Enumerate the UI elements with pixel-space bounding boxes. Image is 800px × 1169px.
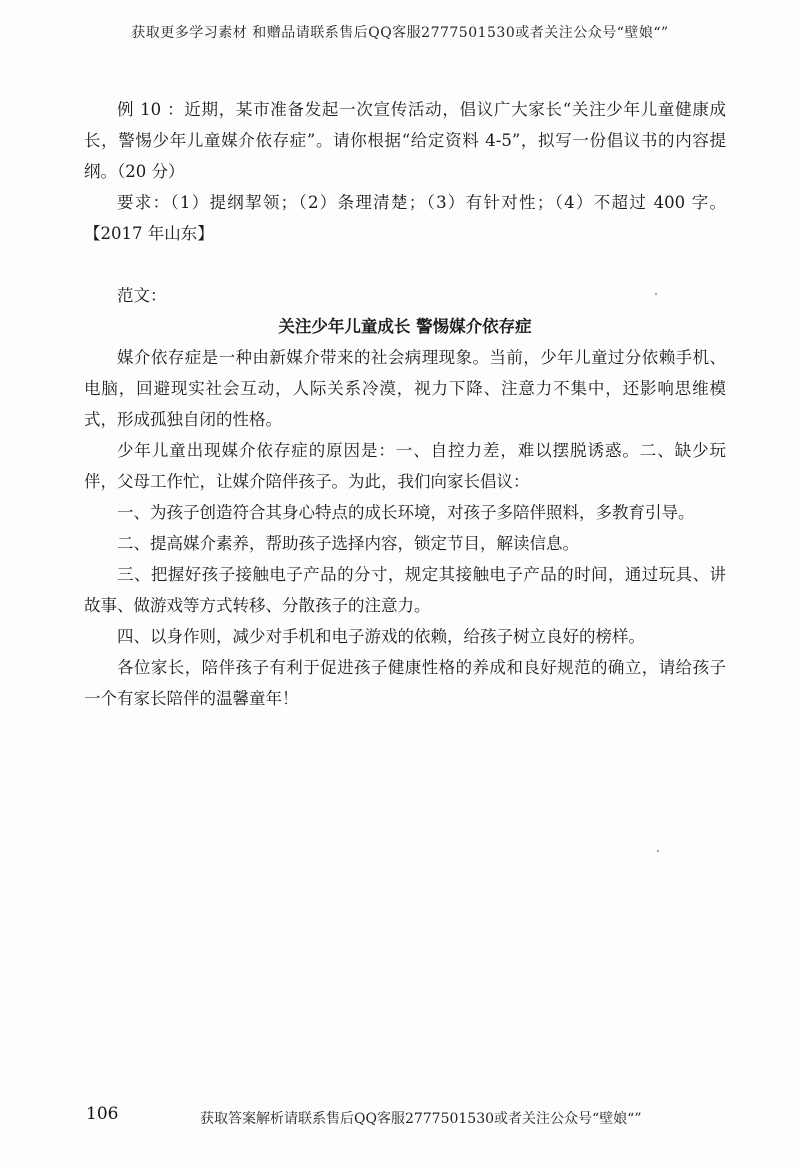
sample-paragraph: 少年儿童出现媒介依存症的原因是：一、自控力差，难以摆脱诱惑。二、缺少玩伴，父母工作忙，让媒介陪伴孩子。为此，我们向家长倡议： bbox=[84, 441, 726, 491]
sample-paragraph: 媒介依存症是一种由新媒介带来的社会病理现象。当前，少年儿童过分依赖手机、电脑，回避现实社会互动，人际关系冷漠，视力下降、注意力不集中，还影响思维模式，形成孤独自闭的性格。 bbox=[84, 348, 726, 429]
header-note: 获取更多学习素材 和赠品请联系售后QQ客服2777501530或者关注公众号“壁娘“” bbox=[131, 25, 669, 41]
sample-paragraph: 三、把握好孩子接触电子产品的分寸，规定其接触电子产品的时间，通过玩具、讲故事、做游戏等方式转移、分散孩子的注意力。 bbox=[84, 565, 726, 615]
page-number: 106 bbox=[86, 1104, 119, 1124]
sample-paragraph: 各位家长，陪伴孩子有利于促进孩子健康性格的养成和良好规范的确立，请给孩子一个有家长陪伴的温馨童年！ bbox=[84, 658, 726, 708]
sample-paragraph: 四、以身作则，减少对手机和电子游戏的依赖，给孩子树立良好的榜样。 bbox=[117, 627, 645, 646]
footer-note: 获取答案解析请联系售后QQ客服2777501530或者关注公众号“壁娘“” bbox=[200, 1111, 642, 1127]
question-prompt: 例 10 ：近期，某市准备发起一次宣传活动，倡议广大家长“关注少年儿童健康成长，警惕少年儿童媒介依存症”。请你根据“给定资料 4-5”，拟写一份倡议书的内容提纲。（20 分） bbox=[84, 100, 726, 181]
sample-title: 关注少年儿童成长 警惕媒介依存症 bbox=[278, 317, 532, 336]
sample-paragraph: 一、为孩子创造符合其身心特点的成长环境，对孩子多陪伴照料，多教育引导。 bbox=[117, 503, 695, 522]
sample-paragraph: 二、提高媒介素养，帮助孩子选择内容，锁定节目，解读信息。 bbox=[117, 534, 579, 553]
scan-speck bbox=[657, 850, 659, 852]
scan-speck bbox=[655, 293, 657, 295]
sample-label: 范文： bbox=[117, 286, 167, 305]
question-requirements: 要求：（1）提纲挈领；（2）条理清楚；（3）有针对性；（4）不超过 400 字。【2017 年山东】 bbox=[84, 193, 726, 243]
page-content bbox=[84, 94, 726, 714]
